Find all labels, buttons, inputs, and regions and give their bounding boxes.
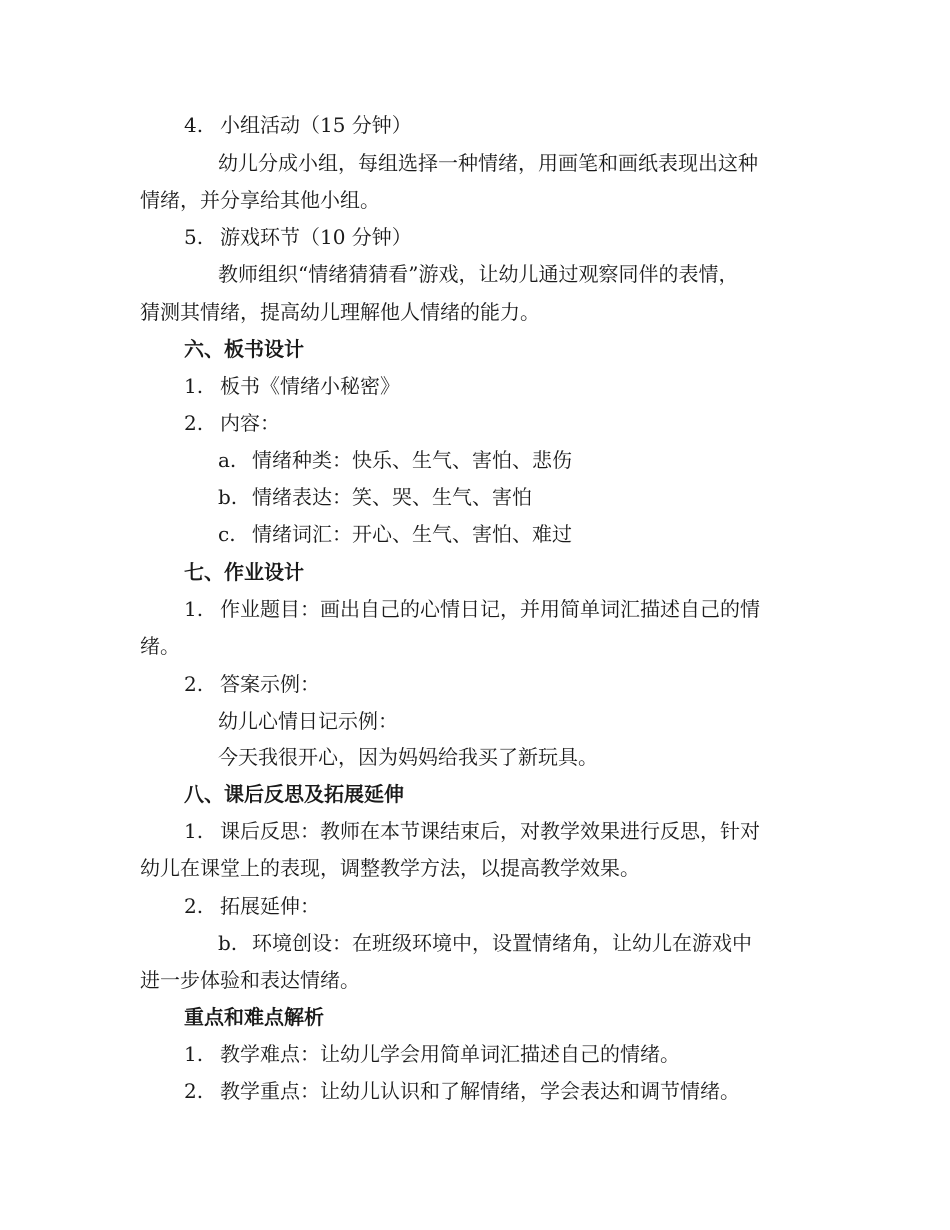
text-line [140, 967, 950, 993]
list-number: a. [218, 448, 237, 472]
text-line [218, 521, 950, 547]
text-line [218, 484, 950, 510]
line-text: 教学重点：让幼儿认识和了解情绪，学会表达和调节情绪。 [220, 1079, 740, 1103]
line-text: 六、板书设计 [184, 337, 304, 361]
line-text: 内容： [220, 411, 280, 435]
list-number: 2. [184, 411, 204, 435]
line-text: 幼儿分成小组，每组选择一种情绪，用画笔和画纸表现出这种 [218, 151, 758, 175]
text-line [184, 818, 950, 844]
text-line [184, 224, 950, 250]
text-line [140, 633, 950, 659]
line-text: 游戏环节（10 分钟） [220, 225, 412, 249]
line-text: 情绪种类：快乐、生气、害怕、悲伤 [252, 448, 572, 472]
line-text: 情绪词汇：开心、生气、害怕、难过 [252, 522, 572, 546]
text-line [140, 187, 950, 213]
line-text: 环境创设：在班级环境中，设置情绪角，让幼儿在游戏中 [252, 931, 752, 955]
section-heading [184, 559, 950, 585]
text-line [184, 410, 950, 436]
list-number: 2. [184, 1079, 204, 1103]
line-text: 重点和难点解析 [184, 1005, 324, 1029]
line-text: 作业题目：画出自己的心情日记，并用简单词汇描述自己的情 [220, 597, 760, 621]
text-line [184, 112, 950, 138]
text-line [184, 671, 950, 697]
text-line [218, 261, 950, 287]
section-heading [184, 1004, 950, 1030]
text-line [184, 893, 950, 919]
text-line [184, 1078, 950, 1104]
line-text: 答案示例： [220, 672, 320, 696]
list-number: b. [218, 485, 238, 509]
text-line [184, 1041, 950, 1067]
list-number: 1. [184, 597, 204, 621]
line-text: 小组活动（15 分钟） [220, 113, 412, 137]
list-number: c. [218, 522, 236, 546]
text-line [218, 930, 950, 956]
list-number: b. [218, 931, 238, 955]
line-text: 情绪表达：笑、哭、生气、害怕 [252, 485, 532, 509]
list-number: 2. [184, 672, 204, 696]
line-text: 绪。 [140, 634, 180, 658]
text-line [140, 299, 950, 325]
line-text: 板书《情绪小秘密》 [220, 374, 400, 398]
line-text: 八、课后反思及拓展延伸 [184, 782, 404, 806]
text-line [218, 708, 950, 734]
line-text: 情绪，并分享给其他小组。 [140, 188, 380, 212]
line-text: 今天我很开心，因为妈妈给我买了新玩具。 [218, 745, 598, 769]
section-heading [184, 781, 950, 807]
list-number: 1. [184, 819, 204, 843]
text-line [218, 744, 950, 770]
text-line [184, 373, 950, 399]
line-text: 拓展延伸： [220, 894, 320, 918]
list-number: 2. [184, 894, 204, 918]
list-number: 1. [184, 374, 204, 398]
list-number: 1. [184, 1042, 204, 1066]
line-text: 猜测其情绪，提高幼儿理解他人情绪的能力。 [140, 300, 540, 324]
text-line [218, 150, 950, 176]
line-text: 七、作业设计 [184, 560, 304, 584]
section-heading [184, 336, 950, 362]
line-text: 幼儿心情日记示例： [218, 709, 398, 733]
list-number: 4. [184, 113, 204, 137]
text-line [184, 596, 950, 622]
text-line [218, 447, 950, 473]
line-text: 幼儿在课堂上的表现，调整教学方法，以提高教学效果。 [140, 856, 640, 880]
line-text: 教学难点：让幼儿学会用简单词汇描述自己的情绪。 [220, 1042, 680, 1066]
line-text: 教师组织“情绪猜猜看”游戏，让幼儿通过观察同伴的表情， [218, 262, 739, 286]
line-text: 课后反思：教师在本节课结束后，对教学效果进行反思，针对 [220, 819, 760, 843]
text-line [140, 855, 950, 881]
line-text: 进一步体验和表达情绪。 [140, 968, 360, 992]
list-number: 5. [184, 225, 204, 249]
